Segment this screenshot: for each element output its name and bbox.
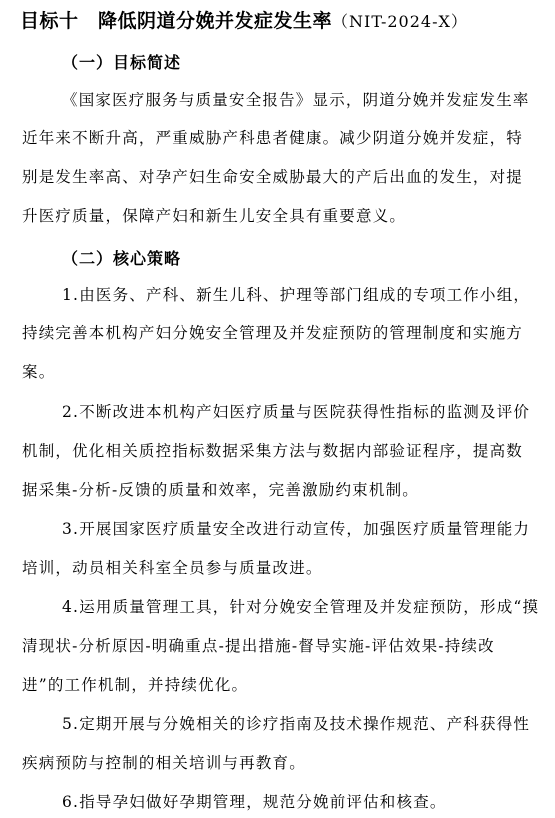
title-main: 目标十 降低阴道分娩并发症发生率 bbox=[20, 10, 333, 32]
paragraph-line: 2.不断改进本机构产妇医疗质量与医院获得性指标的监测及评价 bbox=[62, 403, 531, 421]
paragraph-line: 进”的工作机制，并持续优化。 bbox=[22, 676, 249, 694]
paragraph-line: 疾病预防与控制的相关培训与再教育。 bbox=[22, 754, 306, 772]
paragraph-line: 清现状-分析原因-明确重点-提出措施-督导实施-评估效果-持续改 bbox=[22, 637, 495, 655]
paragraph-line: 培训，动员相关科室全员参与质量改进。 bbox=[22, 559, 323, 577]
paragraph-line: 6.指导孕妇做好孕期管理，规范分娩前评估和核查。 bbox=[62, 793, 447, 811]
paragraph-line: 1.由医务、产科、新生儿科、护理等部门组成的专项工作小组， bbox=[62, 286, 531, 304]
paragraph-line: 《国家医疗服务与质量安全报告》显示，阴道分娩并发症发生率 bbox=[62, 91, 530, 109]
section-heading-summary: （一）目标简述 bbox=[62, 53, 182, 72]
paragraph-line: 近年来不断升高，严重威胁产科患者健康。减少阴道分娩并发症，特 bbox=[22, 129, 524, 147]
paragraph-line: 4.运用质量管理工具，针对分娩安全管理及并发症预防，形成“摸 bbox=[62, 598, 540, 616]
paragraph-line: 5.定期开展与分娩相关的诊疗指南及技术操作规范、产科获得性 bbox=[62, 715, 531, 733]
title-code: （NIT-2024-Ⅹ） bbox=[332, 12, 468, 31]
paragraph-line: 别是发生率高、对孕产妇生命安全威胁最大的产后出血的发生，对提 bbox=[22, 168, 524, 186]
paragraph-line: 据采集-分析-反馈的质量和效率，完善激励约束机制。 bbox=[22, 481, 419, 499]
paragraph-line: 升医疗质量，保障产妇和新生儿安全具有重要意义。 bbox=[22, 207, 407, 225]
paragraph-line: 案。 bbox=[22, 363, 56, 381]
section-heading-strategy: （二）核心策略 bbox=[62, 249, 182, 268]
page-title bbox=[20, 6, 468, 33]
paragraph-line: 持续完善本机构产妇分娩安全管理及并发症预防的管理制度和实施方 bbox=[22, 324, 524, 342]
paragraph-line: 机制，优化相关质控指标数据采集方法与数据内部验证程序，提高数 bbox=[22, 442, 524, 460]
paragraph-line: 3.开展国家医疗质量安全改进行动宣传，加强医疗质量管理能力 bbox=[62, 520, 531, 538]
